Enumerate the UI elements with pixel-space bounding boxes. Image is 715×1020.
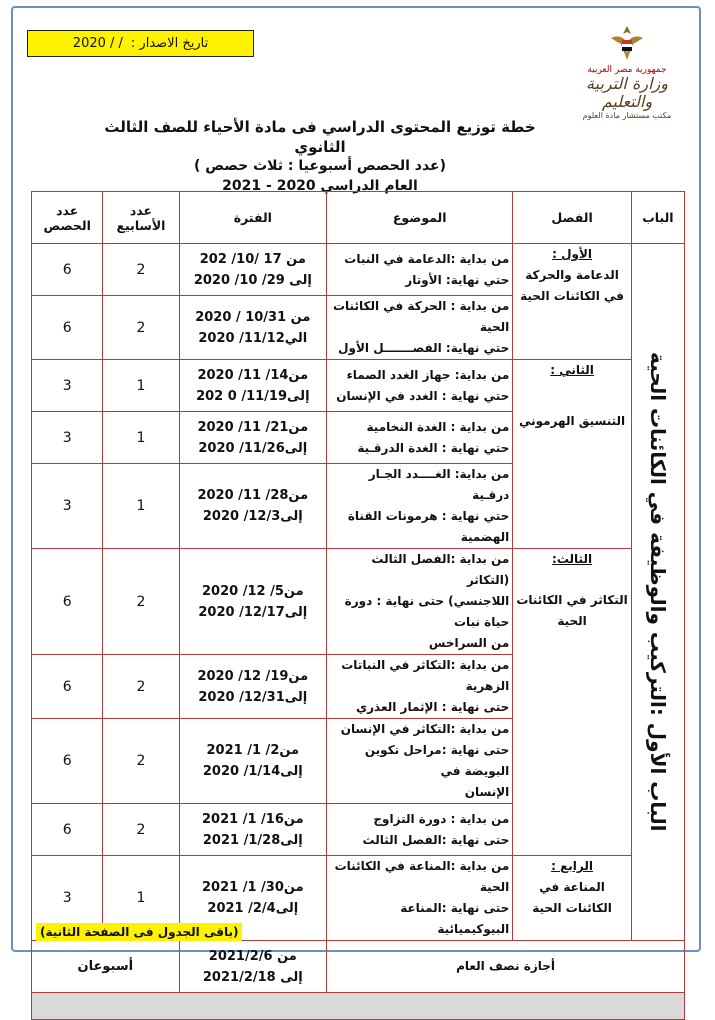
weeks-cell: 2 bbox=[103, 719, 179, 804]
logo-country: جمهورية مصر العربية bbox=[587, 65, 667, 75]
section-cell: الباب الأول :التركيب والوظيفة في الكائنات الحية bbox=[631, 244, 684, 941]
lessons-cell: 3 bbox=[32, 464, 103, 549]
subject-cell bbox=[327, 296, 513, 360]
subject-line: حتى نهاية :المناعة البيوكيميائية bbox=[400, 901, 510, 936]
period-cell bbox=[179, 464, 327, 549]
period-cell bbox=[179, 296, 327, 360]
period-cell bbox=[179, 804, 327, 856]
period-to: إلى12/3/ 2020 bbox=[202, 509, 303, 524]
header-weeks: عدد الأسابيع bbox=[103, 192, 179, 244]
weeks-cell: 1 bbox=[103, 412, 179, 464]
table-row-empty bbox=[32, 993, 685, 1020]
subject-cell bbox=[327, 549, 513, 655]
midyear-row bbox=[32, 941, 685, 993]
table-row bbox=[32, 549, 685, 655]
period-to: إلى12/31/ 2020 bbox=[198, 689, 308, 705]
subject-cell bbox=[327, 412, 513, 464]
period-to: إلى1/14/ 2020 bbox=[202, 764, 303, 779]
lessons-cell: 6 bbox=[32, 719, 103, 804]
subject-cell bbox=[327, 856, 513, 941]
table-row bbox=[32, 244, 685, 296]
subject-line: حتي نهاية: الفصـــــــل الأول bbox=[338, 341, 510, 355]
header-lessons: عدد الحصص bbox=[32, 192, 103, 244]
period-from: من 10/31 / 2020 bbox=[195, 309, 311, 325]
period-to: الي11/12/ 2020 bbox=[198, 330, 308, 346]
empty-gray-cell bbox=[32, 993, 685, 1020]
subject-line: حتى نهاية :الفصل الثالث bbox=[362, 832, 510, 847]
weeks-cell: 1 bbox=[103, 360, 179, 412]
chapter-title: الأول : bbox=[552, 247, 592, 261]
period-from: من2/ 1/ 2021 bbox=[206, 743, 300, 758]
subject-line: حتي نهاية: الأوتار bbox=[405, 272, 510, 287]
lessons-cell: 6 bbox=[32, 655, 103, 719]
midyear-period-cell bbox=[179, 941, 327, 993]
period-to: إلى2/4/ 2021 bbox=[207, 901, 299, 916]
subject-line: حتى نهاية :مراحل تكوين البويضة في bbox=[364, 743, 510, 778]
subject-line: من بداية :المناعة في الكائنات الحية bbox=[334, 859, 510, 894]
subject-line: من بداية :الدعامة في النبات bbox=[344, 251, 510, 266]
subject-cell bbox=[327, 804, 513, 856]
subject-line: من بداية :التكاثر في النباتات الزهرية bbox=[341, 658, 510, 693]
subject-line: من بداية: جهاز الغدد الصماء bbox=[346, 367, 510, 382]
period-from: من19/ 12/ 2020 bbox=[197, 668, 309, 684]
school-year: العام الدراسي 2020 - 2021 bbox=[222, 178, 418, 194]
chapter-cell bbox=[513, 244, 632, 360]
period-to: إلى12/17/ 2020 bbox=[198, 604, 308, 620]
subject-line: حتي نهاية : هرمونات القناة الهضمية bbox=[347, 509, 510, 544]
issue-date-box bbox=[27, 30, 254, 57]
lessons-cell: 3 bbox=[32, 360, 103, 412]
issue-date-label: تاريخ الاصدار : bbox=[130, 36, 209, 51]
header-section: الباب bbox=[631, 192, 684, 244]
logo-ministry: وزارة التربية والتعليم bbox=[586, 74, 668, 111]
table-header-row bbox=[32, 192, 685, 244]
weeks-cell: 2 bbox=[103, 244, 179, 296]
period-from: من 2021/2/6 bbox=[208, 948, 297, 964]
subject-line: حتي نهاية : الغدد في الإنسان bbox=[336, 388, 510, 403]
period-from: من5/ 12/ 2020 bbox=[202, 583, 304, 599]
midyear-duration: أسبوعان bbox=[32, 941, 180, 993]
subject-line: اللاجنسي) حتى نهاية : دورة حياة نبات bbox=[344, 594, 510, 629]
ministry-logo bbox=[572, 24, 682, 124]
period-from: من28/ 11/ 2020 bbox=[197, 488, 309, 503]
chapter-cell bbox=[513, 360, 632, 549]
weeks-cell: 1 bbox=[103, 464, 179, 549]
lessons-cell: 3 bbox=[32, 856, 103, 941]
header-chapter: الفصل bbox=[513, 192, 632, 244]
period-cell bbox=[179, 655, 327, 719]
midyear-title: أجازة نصف العام bbox=[327, 941, 685, 993]
period-from: من30/ 1/ 2021 bbox=[202, 880, 304, 895]
subject-cell bbox=[327, 719, 513, 804]
period-from: من16/ 1/ 2021 bbox=[202, 811, 304, 827]
lessons-cell: 3 bbox=[32, 412, 103, 464]
weeks-cell: 2 bbox=[103, 655, 179, 719]
lessons-cell: 6 bbox=[32, 244, 103, 296]
period-cell bbox=[179, 244, 327, 296]
document-title: خطة توزيع المحتوى الدراسي فى مادة الأحياء للصف الثالث الثانوي bbox=[104, 118, 536, 156]
chapter-name: التنسيق الهرموني bbox=[518, 414, 626, 428]
subject-line: من السراخس bbox=[428, 636, 510, 650]
weeks-cell: 2 bbox=[103, 296, 179, 360]
chapter-name: الدعامة والحركة في الكائنات الحية bbox=[520, 268, 624, 303]
lessons-cell: 6 bbox=[32, 549, 103, 655]
subject-line: الإنسان bbox=[464, 785, 510, 799]
subject-cell bbox=[327, 655, 513, 719]
subject-line: من بداية : الغدة النخامية bbox=[366, 419, 510, 434]
eagle-emblem-icon bbox=[607, 24, 647, 64]
weeks-cell: 1 bbox=[103, 856, 179, 941]
chapter-cell bbox=[513, 549, 632, 856]
subject-cell bbox=[327, 360, 513, 412]
period-cell bbox=[179, 549, 327, 655]
period-to: إلى11/19/ 0 202 bbox=[196, 388, 310, 404]
subject-line: من بداية : الحركة في الكائنات الحية bbox=[332, 299, 510, 334]
header-subject: الموضوع bbox=[327, 192, 513, 244]
subject-line: حتي نهاية : الغدة الدرقـية bbox=[357, 440, 510, 455]
weeks-cell: 2 bbox=[103, 804, 179, 856]
chapter-name: التكاثر في الكائنات الحية bbox=[516, 593, 628, 628]
subject-cell bbox=[327, 244, 513, 296]
chapter-title: الرابع : bbox=[551, 859, 593, 873]
curriculum-plan-table bbox=[31, 191, 685, 1020]
subject-line: من بداية: الغــــدد الجـار درقـية bbox=[368, 467, 510, 502]
title-block bbox=[100, 117, 540, 196]
period-cell bbox=[179, 412, 327, 464]
chapter-title: الثالث: bbox=[552, 552, 593, 566]
weeks-cell: 2 bbox=[103, 549, 179, 655]
period-to: إلى1/28/ 2021 bbox=[202, 832, 303, 848]
header-period: الفترة bbox=[179, 192, 327, 244]
document-subtitle: (عدد الحصص أسبوعيا : ثلاث حصص ) bbox=[193, 158, 447, 174]
period-to: إلى 2021/2/18 bbox=[202, 969, 303, 985]
period-from: من 17 /10/ 202 bbox=[199, 251, 306, 267]
subject-line: من بداية :التكاثر في الإنسان bbox=[340, 722, 510, 736]
issue-date-value: / / 2020 bbox=[72, 36, 123, 51]
footer-note: (باقى الجدول فى الصفحة الثانية) bbox=[36, 923, 242, 941]
chapter-cell bbox=[513, 856, 632, 941]
period-from: من14/ 11/ 2020 bbox=[197, 367, 309, 383]
subject-line: من بداية :الفصل الثالث (التكاثر bbox=[371, 552, 510, 587]
period-to: إلى11/26/ 2020 bbox=[198, 440, 308, 456]
lessons-cell: 6 bbox=[32, 804, 103, 856]
table-row bbox=[32, 360, 685, 412]
period-cell bbox=[179, 719, 327, 804]
chapter-title: الثاني : bbox=[550, 363, 594, 377]
subject-line: حتى نهاية : الإثمار العذري bbox=[356, 700, 510, 714]
period-from: من21/ 11/ 2020 bbox=[197, 419, 309, 435]
period-cell bbox=[179, 360, 327, 412]
subject-line: من بداية : دورة التزاوج bbox=[373, 811, 510, 826]
logo-office: مكتب مستشار مادة العلوم bbox=[582, 111, 672, 120]
subject-cell bbox=[327, 464, 513, 549]
period-to: إلى 29/ 10/ 2020 bbox=[193, 272, 312, 288]
chapter-name: المناعة في الكائنات الحية bbox=[532, 880, 612, 915]
lessons-cell: 6 bbox=[32, 296, 103, 360]
